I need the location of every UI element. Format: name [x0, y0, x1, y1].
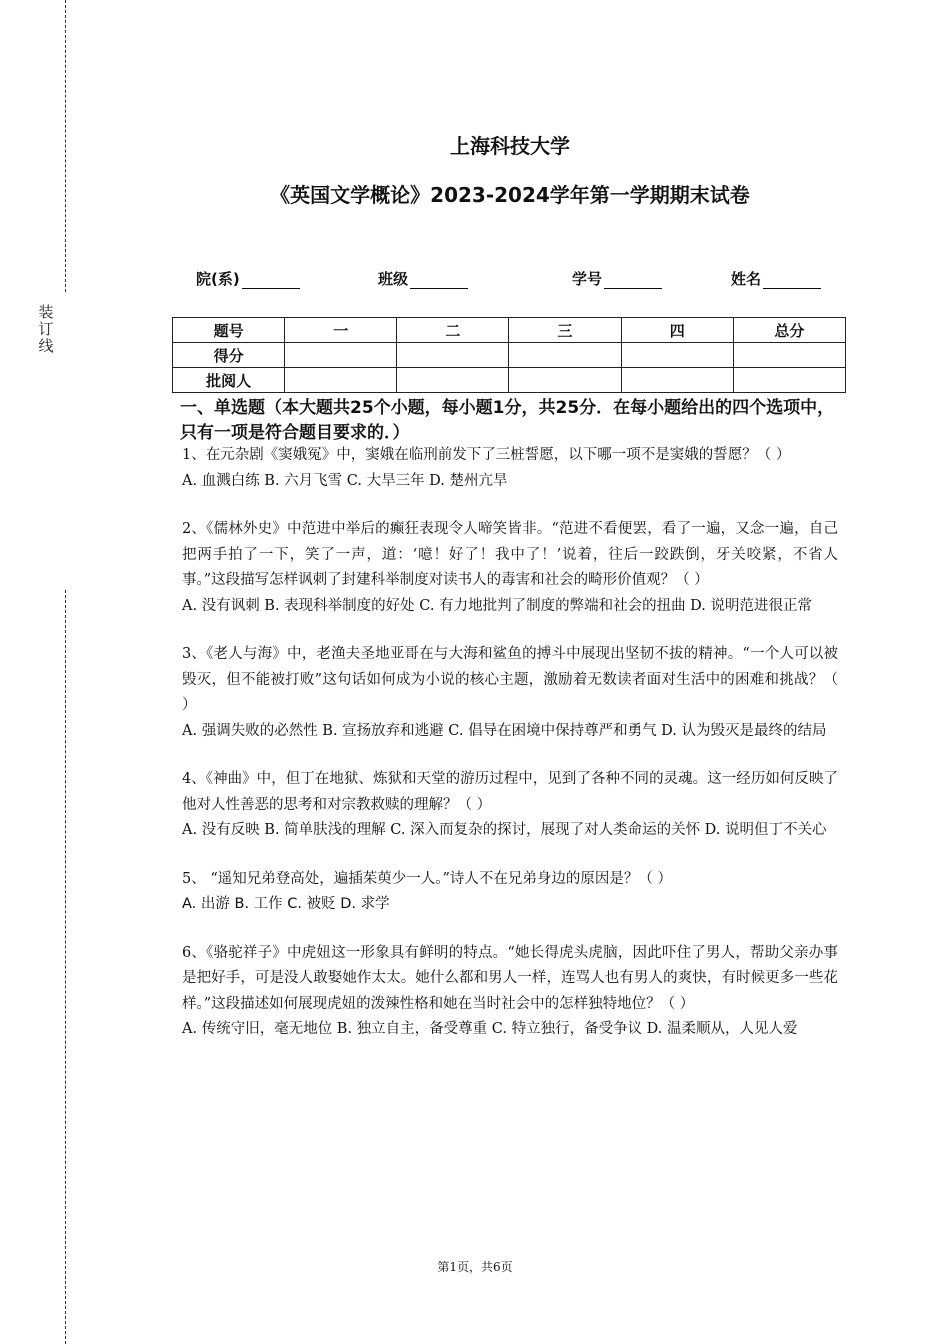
- page-number: 第1页，共6页: [437, 1260, 513, 1274]
- question-options: A. 血溅白练 B. 六月飞雪 C. 大旱三年 D. 楚州亢旱: [182, 472, 508, 489]
- info-field-name[interactable]: 姓名: [731, 268, 821, 289]
- grader-cell[interactable]: [285, 368, 397, 393]
- table-header-cell: 一: [285, 318, 397, 343]
- table-header-cell: 四: [621, 318, 733, 343]
- question-stem: 6、《骆驼祥子》中虎妞这一形象具有鲜明的特点。“她长得虎头虎脑，因此吓住了男人，帮助父亲办事是把好手，可是没人敢娶她作太太。她什么都和男人一样，连骂人也有男人的爽快，有时候更多一些花样。”这段描述如何展现虎妞的泼辣性格和她在当时社会中的怎样独特地位？（ ）: [182, 944, 838, 1012]
- score-cell[interactable]: [509, 343, 621, 368]
- question-options: A. 强调失败的必然性 B. 宣扬放弃和逃避 C. 倡导在困境中保持尊严和勇气 D. 认为毁灭是最终的结局: [182, 722, 827, 739]
- student-info-row: [196, 268, 836, 292]
- question-options: A. 传统守旧，毫无地位 B. 独立自主，备受尊重 C. 特立独行，备受争议 D. 温柔顺从，人见人爱: [182, 1021, 798, 1037]
- question-item: [182, 517, 838, 619]
- question-stem: 5、 “遥知兄弟登高处，遍插茱萸少一人。”诗人不在兄弟身边的原因是？（ ）: [182, 870, 673, 887]
- info-field-class[interactable]: 班级: [378, 268, 468, 289]
- question-item: [182, 642, 838, 744]
- question-options: A. 出游 B. 工作 C. 被贬 D. 求学: [182, 896, 390, 912]
- question-options: A. 没有讽刺 B. 表现科举制度的好处 C. 有力地批判了制度的弊端和社会的扭曲 D. 说明范进很正常: [182, 597, 813, 614]
- section-heading: 一、单选题（本大题共25个小题，每小题1分，共25分．在每小题给出的四个选项中，只有一项是符合题目要求的．）: [180, 398, 835, 443]
- score-cell[interactable]: [733, 343, 845, 368]
- question-stem: 2、《儒林外史》中范进中举后的癫狂表现令人啼笑皆非。“范进不看便罢，看了一遍，又念一遍，自己把两手拍了一下，笑了一声，道：‘噫！好了！我中了！’说着，往后一跤跌倒，牙关咬紧，不省人事。”这段描写怎样讽刺了封建科举制度对读书人的毒害和社会的畸形价值观？（ ）: [182, 521, 838, 588]
- question-stem: 4、《神曲》中，但丁在地狱、炼狱和天堂的游历过程中，见到了各种不同的灵魂。这一经历如何反映了他对人性善恶的思考和对宗教救赎的理解？（ ）: [182, 771, 838, 813]
- score-cell[interactable]: [285, 343, 397, 368]
- binding-label: 装订线: [38, 303, 54, 355]
- row-label-score: 得分: [173, 343, 285, 368]
- grader-cell[interactable]: [397, 368, 509, 393]
- grader-cell[interactable]: [621, 368, 733, 393]
- score-table-row: [173, 368, 846, 393]
- question-item: [182, 941, 838, 1043]
- grader-cell[interactable]: [733, 368, 845, 393]
- table-header-cell: 三: [509, 318, 621, 343]
- university-name: 上海科技大学: [450, 134, 570, 158]
- question-stem: 3、《老人与海》中，老渔夫圣地亚哥在与大海和鲨鱼的搏斗中展现出坚韧不拔的精神。“一个人可以被毁灭，但不能被打败”这句话如何成为小说的核心主题，激励着无数读者面对生活中的困难和挑战？（ ）: [182, 646, 838, 713]
- binding-dashed-line: [65, 590, 66, 1344]
- info-field-department[interactable]: 院(系): [196, 268, 300, 289]
- question-stem: 1、在元杂剧《窦娥冤》中，窦娥在临刑前发下了三桩誓愿，以下哪一项不是窦娥的誓愿？（ ）: [182, 447, 791, 463]
- question-item: [182, 443, 838, 494]
- table-header-cell: 题号: [173, 318, 285, 343]
- score-table-row: [173, 343, 846, 368]
- info-field-student-id[interactable]: 学号: [572, 268, 662, 289]
- binding-dashed-line: [65, 0, 66, 292]
- question-item: [182, 767, 838, 844]
- score-cell[interactable]: [621, 343, 733, 368]
- table-header-cell: 二: [397, 318, 509, 343]
- table-header-cell: 总分: [733, 318, 845, 343]
- question-list: [182, 443, 838, 1066]
- grader-cell[interactable]: [509, 368, 621, 393]
- row-label-grader: 批阅人: [173, 368, 285, 393]
- question-options: A. 没有反映 B. 简单肤浅的理解 C. 深入而复杂的探讨，展现了对人类命运的关怀 D. 说明但丁不关心: [182, 822, 827, 838]
- score-table-header-row: [173, 318, 846, 343]
- question-item: [182, 867, 838, 918]
- score-cell[interactable]: [397, 343, 509, 368]
- exam-title: 《英国文学概论》2023-2024学年第一学期期末试卷: [270, 183, 750, 207]
- score-table: [172, 317, 846, 393]
